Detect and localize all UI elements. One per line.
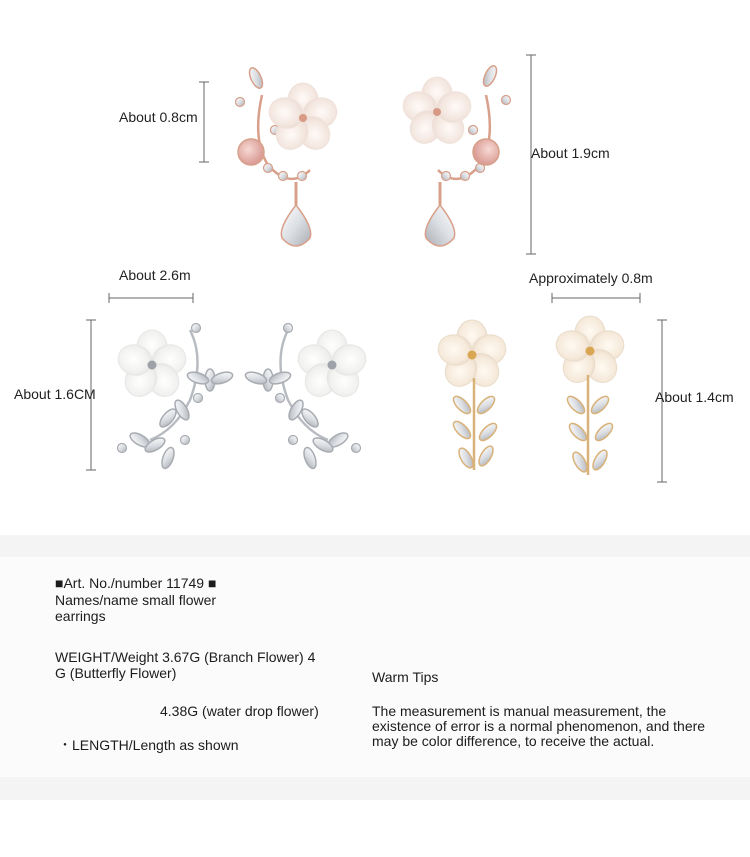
- product-name-line2: earrings: [55, 608, 106, 624]
- dim-top-right-height: About 1.9cm: [531, 145, 610, 161]
- weight-line2: G (Butterfly Flower): [55, 665, 177, 681]
- warm-tips-title: Warm Tips: [372, 669, 439, 685]
- rose-earring-left: [236, 66, 341, 246]
- silver-earring-right: [244, 324, 370, 471]
- product-info-inner: [0, 557, 750, 777]
- gold-earring-right: [552, 316, 628, 475]
- dim-mid-left-width: About 2.6m: [119, 267, 191, 283]
- rose-earring-right: [399, 64, 510, 246]
- dim-mid-right-width: Approximately 0.8m: [529, 270, 653, 286]
- silver-earring-left: [114, 324, 234, 471]
- length-line: ・LENGTH/Length as shown: [58, 737, 239, 753]
- dim-mid-right-height: About 1.4cm: [655, 389, 734, 405]
- product-name-line1: Names/name small flower: [55, 592, 217, 608]
- art-number: ■Art. No./number 11749 ■: [55, 575, 217, 591]
- warm-tips-body: The measurement is manual measurement, the existence of error is a normal phenomenon, and there may be color difference, to receive the actual.: [372, 703, 706, 749]
- product-info-panel: [0, 535, 750, 800]
- weight-line3: 4.38G (water drop flower): [160, 703, 319, 719]
- gold-earring-left: [434, 320, 510, 470]
- dim-mid-left-height: About 1.6CM: [14, 386, 96, 402]
- weight-line1: WEIGHT/Weight 3.67G (Branch Flower) 4: [55, 649, 316, 665]
- dim-top-left-height: About 0.8cm: [119, 109, 198, 125]
